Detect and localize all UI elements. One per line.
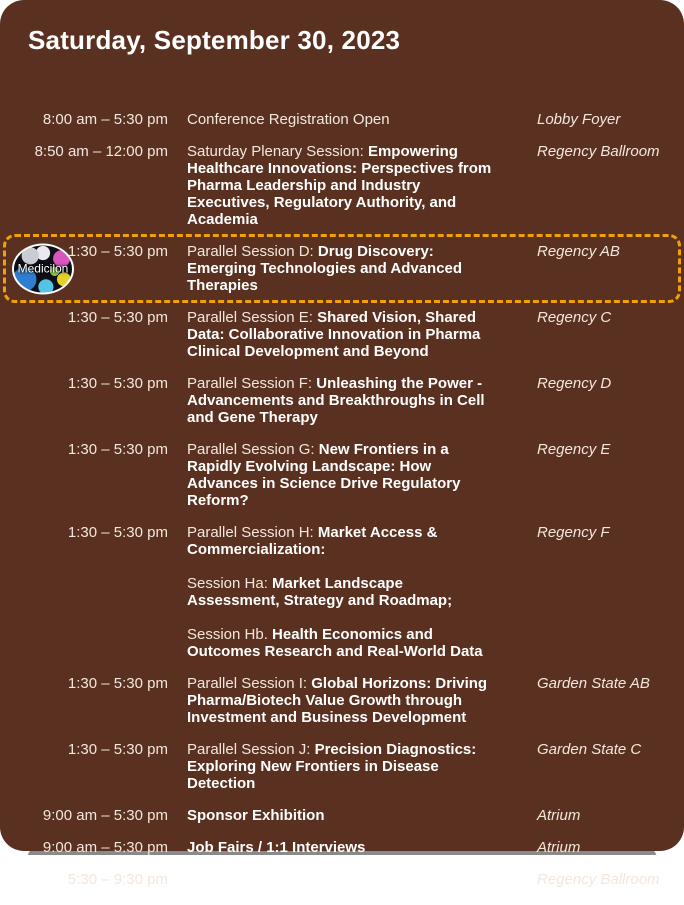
medicilon-logo-label: Medicilon (17, 261, 69, 276)
session-description (168, 375, 537, 426)
session-description (168, 243, 537, 294)
session-time: 1:30 – 5:30 pm (67, 741, 168, 758)
session-prefix: Parallel Session F: (187, 375, 317, 392)
schedule-row (0, 524, 684, 660)
session-prefix: Saturday Plenary Session: (187, 143, 368, 160)
session-title: Global Horizons: Driving Pharma/Biotech Value Growth through Investment and Business Development (187, 675, 488, 726)
session-location: Regency C (537, 309, 612, 326)
session-description (168, 111, 537, 128)
session-time: 9:00 am – 5:30 pm (42, 807, 168, 824)
session-location: Atrium (537, 807, 581, 824)
session-title: New Frontiers in a Rapidly Evolving Landscape: How Advances in Science Drive Regulatory Reform? (187, 441, 461, 509)
session-paragraph (187, 626, 497, 660)
session-location: Regency E (537, 441, 611, 458)
session-title: Shared Vision, Shared Data: Collaborative Innovation in Pharma Clinical Development and Beyond (187, 309, 481, 360)
schedule-row (0, 111, 684, 128)
session-prefix: Parallel Session J: (187, 741, 315, 758)
session-paragraph (187, 375, 497, 426)
session-time: 8:00 am – 5:30 pm (42, 111, 168, 128)
session-location: Garden State C (537, 741, 642, 758)
session-title: Red-carpet Ceremony and SAPA 30 Year Celebration Black-tie Gala Dinner (187, 871, 475, 905)
session-paragraph (187, 243, 497, 294)
session-paragraph (187, 524, 497, 558)
session-title: Empowering Healthcare Innovations: Perspectives from Pharma Leadership and Industry Executives, Regulatory Authority, and Academia (187, 143, 492, 228)
medicilon-logo (12, 243, 74, 294)
schedule-row (0, 441, 684, 509)
session-paragraph (187, 675, 497, 726)
session-paragraph (187, 807, 497, 824)
session-prefix: Parallel Session I: (187, 675, 312, 692)
session-description (168, 309, 537, 360)
schedule-row (0, 807, 684, 824)
session-description (168, 839, 537, 856)
session-prefix: Session Ha: (187, 575, 273, 592)
session-time: 8:50 am – 12:00 pm (34, 143, 168, 160)
schedule-table (0, 111, 684, 905)
session-time: 1:30 – 5:30 pm (67, 309, 168, 326)
session-location: Garden State AB (537, 675, 650, 692)
session-location: Regency AB (537, 243, 620, 260)
session-paragraph (187, 839, 497, 856)
schedule-row (0, 375, 684, 426)
session-time: 1:30 – 5:30 pm (67, 524, 168, 541)
session-time: 1:30 – 5:30 pm (67, 375, 168, 392)
session-location: Atrium (537, 839, 581, 856)
session-title: Sponsor Exhibition (187, 807, 325, 824)
session-prefix: Parallel Session D: (187, 243, 318, 260)
session-time: 9:00 am – 5:30 pm (42, 839, 168, 856)
session-location: Regency D (537, 375, 612, 392)
session-description (168, 871, 537, 905)
session-location: Regency Ballroom (537, 871, 660, 888)
session-description (168, 807, 537, 824)
session-description (168, 143, 537, 228)
session-prefix: Parallel Session E: (187, 309, 318, 326)
session-prefix: Conference Registration Open (187, 111, 390, 128)
schedule-row (0, 675, 684, 726)
schedule-row (0, 839, 684, 856)
session-prefix: Session Hb. (187, 626, 273, 643)
session-description (168, 441, 537, 509)
session-title: Market Access & Commercialization: (187, 524, 438, 558)
session-title: Drug Discovery: Emerging Technologies and Advanced Therapies (187, 243, 463, 294)
session-title: Job Fairs / 1:1 Interviews (187, 839, 366, 856)
session-time: 1:30 – 5:30 pm (67, 675, 168, 692)
session-description (168, 741, 537, 792)
session-paragraph (187, 143, 497, 228)
session-prefix: Parallel Session G: (187, 441, 319, 458)
session-title: Health Economics and Outcomes Research and Real-World Data (187, 626, 483, 660)
session-description (168, 675, 537, 726)
schedule-row (0, 871, 684, 905)
session-paragraph (187, 309, 497, 360)
session-paragraph (187, 111, 497, 128)
session-paragraph (187, 575, 497, 609)
session-paragraph (187, 741, 497, 792)
session-location: Regency F (537, 524, 610, 541)
session-time: 1:30 – 5:30 pm (67, 243, 168, 260)
session-title: Precision Diagnostics: Exploring New Frontiers in Disease Detection (187, 741, 477, 792)
session-paragraph (187, 441, 497, 509)
session-location: Lobby Foyer (537, 111, 621, 128)
schedule-row (0, 309, 684, 360)
session-title: Unleashing the Power - Advancements and Breakthroughs in Cell and Gene Therapy (187, 375, 485, 426)
schedule-row-highlighted[interactable] (3, 234, 681, 303)
session-time: 5:30 – 9:30 pm (67, 871, 168, 888)
session-location: Regency Ballroom (537, 143, 660, 160)
session-paragraph (187, 871, 497, 905)
session-prefix: Parallel Session H: (187, 524, 318, 541)
session-time: 1:30 – 5:30 pm (67, 441, 168, 458)
session-description (168, 524, 537, 660)
page-title: Saturday, September 30, 2023 (28, 25, 401, 55)
schedule-row (0, 741, 684, 792)
schedule-row (0, 143, 684, 228)
session-title: Market Landscape Assessment, Strategy and Roadmap; (187, 575, 453, 609)
